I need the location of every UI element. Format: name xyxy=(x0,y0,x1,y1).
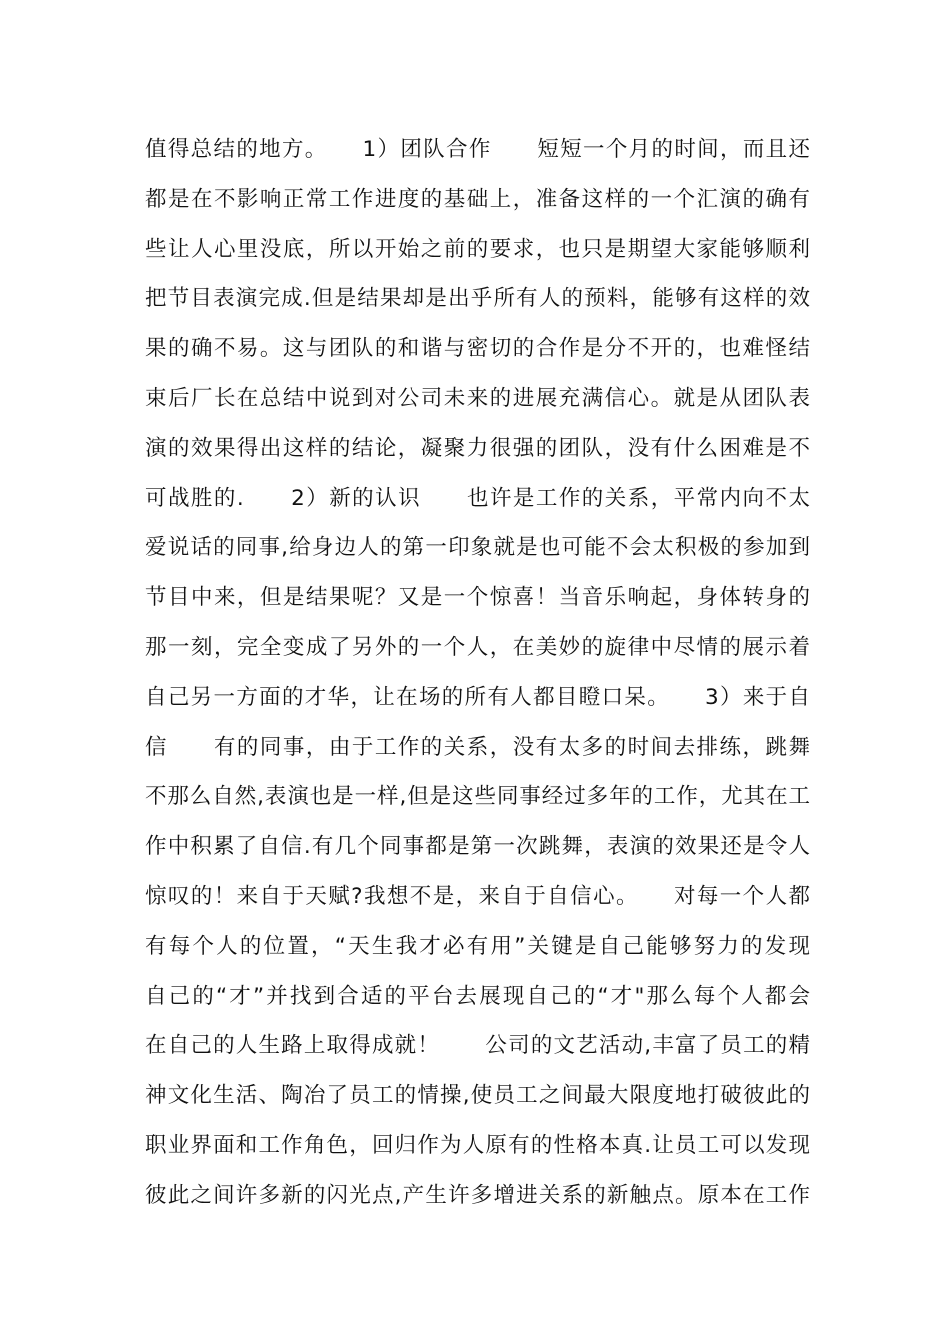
text-line: 不那么自然,表演也是一样,但是这些同事经过多年的工作，尤其在工 xyxy=(145,784,810,810)
text-line: 果的确不易。这与团队的和谐与密切的合作是分不开的，也难怪结 xyxy=(145,336,810,362)
text-line: 彼此之间许多新的闪光点,产生许多增进关系的新触点。原本在工作 xyxy=(145,1182,810,1208)
body-text xyxy=(145,125,810,1221)
text-line: 把节目表演完成.但是结果却是出乎所有人的预料，能够有这样的效 xyxy=(145,286,810,312)
text-line: 职业界面和工作角色，回归作为人原有的性格本真.让员工可以发现 xyxy=(145,1132,810,1158)
text-line: 那一刻，完全变成了另外的一个人，在美妙的旋律中尽情的展示着 xyxy=(145,634,810,660)
text-line: 有每个人的位置，“天生我才必有用”关键是自己能够努力的发现 xyxy=(145,933,810,959)
text-line: 束后厂长在总结中说到对公司未来的进展充满信心。就是从团队表 xyxy=(145,385,810,411)
text-line: 作中积累了自信.有几个同事都是第一次跳舞，表演的效果还是令人 xyxy=(145,834,810,860)
text-line: 惊叹的！来自于天赋?我想不是，来自于自信心。 对每一个人都 xyxy=(145,883,810,909)
text-line: 神文化生活、陶冶了员工的情操,使员工之间最大限度地打破彼此的 xyxy=(145,1083,810,1109)
text-line: 都是在不影响正常工作进度的基础上，准备这样的一个汇演的确有 xyxy=(145,186,810,212)
text-line: 可战胜的. 2）新的认识 也许是工作的关系，平常内向不太 xyxy=(145,485,810,511)
text-line: 节目中来，但是结果呢？又是一个惊喜！当音乐响起，身体转身的 xyxy=(145,585,810,611)
text-line: 值得总结的地方。 1）团队合作 短短一个月的时间，而且还 xyxy=(145,137,810,162)
text-line: 些让人心里没底，所以开始之前的要求，也只是期望大家能够顺利 xyxy=(145,236,810,262)
text-line: 爱说话的同事,给身边人的第一印象就是也可能不会太积极的参加到 xyxy=(145,535,810,561)
text-line: 演的效果得出这样的结论，凝聚力很强的团队，没有什么困难是不 xyxy=(145,435,810,461)
text-line: 自己另一方面的才华，让在场的所有人都目瞪口呆。 3）来于自 xyxy=(145,684,810,710)
text-line: 在自己的人生路上取得成就！ 公司的文艺活动,丰富了员工的精 xyxy=(145,1033,810,1059)
text-line: 信 有的同事，由于工作的关系，没有太多的时间去排练，跳舞 xyxy=(145,734,810,760)
text-line: 自己的“才”并找到合适的平台去展现自己的“才"那么每个人都会 xyxy=(145,983,810,1009)
